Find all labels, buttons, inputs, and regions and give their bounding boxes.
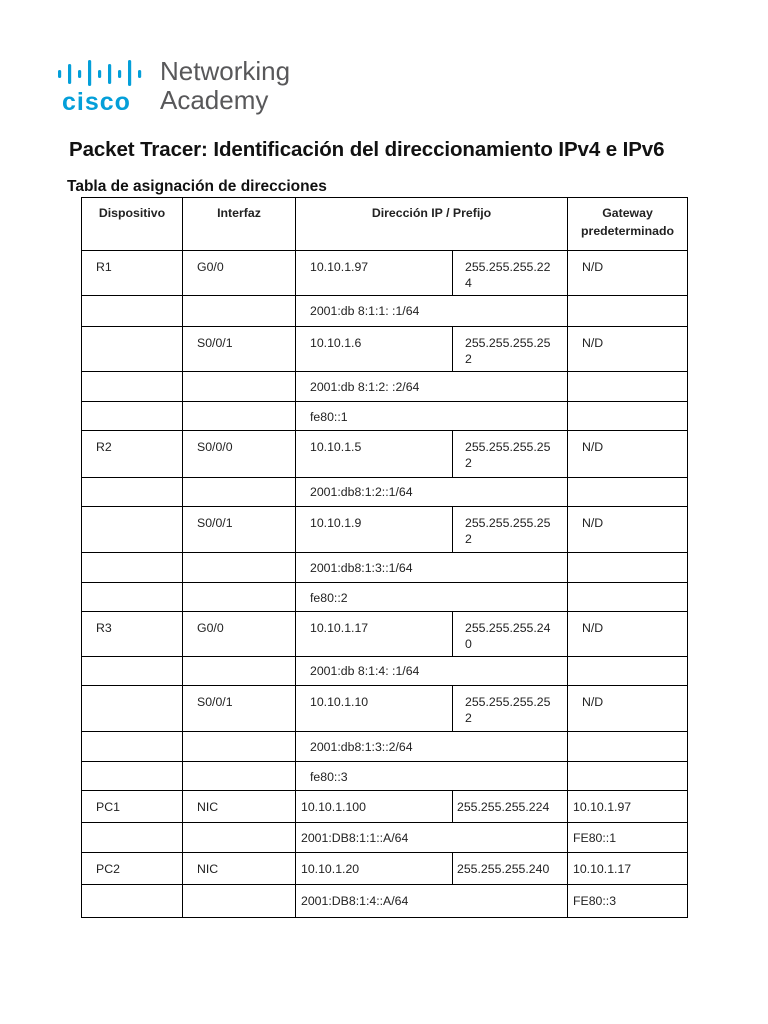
table-header-row [82, 198, 688, 251]
logo-networking: Networking [160, 56, 291, 86]
cell-device: PC1 [96, 800, 120, 814]
mask-line2: 2 [465, 456, 472, 470]
header-gateway-line2: predeterminado [581, 224, 674, 238]
table-row [82, 553, 688, 583]
cell-ip: 10.10.1.100 [301, 800, 366, 814]
table-row [82, 853, 688, 885]
mask-line1: 255.255.255.25 [465, 440, 551, 454]
cell-interface: G0/0 [197, 260, 224, 274]
table-row [82, 732, 688, 762]
cell-gateway: FE80::3 [573, 894, 617, 908]
section-title: Tabla de asignación de direcciones [67, 178, 327, 195]
table-row [82, 823, 688, 853]
cell-link-local: fe80::1 [310, 410, 348, 424]
mask-line1: 255.255.255.25 [465, 336, 551, 350]
cell-ipv6: 2001:db8:1:3::2/64 [310, 740, 413, 754]
cell-gateway: N/D [582, 440, 604, 454]
table-row [82, 251, 688, 296]
header-gateway [568, 198, 688, 251]
cisco-wordmark: cisco [62, 88, 131, 116]
cell-mask [453, 507, 567, 547]
cell-ip: 10.10.1.9 [310, 516, 362, 530]
cell-interface: NIC [197, 862, 219, 876]
table-row [82, 612, 688, 657]
cell-gateway: N/D [582, 260, 604, 274]
cell-ipv6: 2001:DB8:1:1::A/64 [301, 831, 409, 845]
cell-mask: 255.255.255.224 [457, 800, 550, 814]
mask-line2: 4 [465, 276, 472, 290]
cell-gateway: N/D [582, 516, 604, 530]
table-row [82, 478, 688, 507]
table-row [82, 372, 688, 402]
cell-interface: S0/0/1 [197, 695, 233, 709]
table-row [82, 431, 688, 478]
cell-mask: 255.255.255.240 [457, 862, 550, 876]
cell-ipv6: 2001:db8:1:2::1/64 [310, 485, 413, 499]
cell-gateway: N/D [582, 621, 604, 635]
addressing-table [81, 197, 688, 918]
cell-mask [453, 251, 567, 291]
header-address: Dirección IP / Prefijo [296, 198, 568, 251]
mask-line2: 0 [465, 637, 472, 651]
cell-gateway: FE80::1 [573, 831, 617, 845]
table-row [82, 657, 688, 686]
table-row [82, 791, 688, 823]
cell-interface: G0/0 [197, 621, 224, 635]
mask-line1: 255.255.255.25 [465, 516, 551, 530]
cell-device: R3 [96, 621, 112, 635]
cell-interface: S0/0/1 [197, 336, 233, 350]
cell-device: PC2 [96, 862, 120, 876]
header-interface: Interfaz [183, 198, 296, 251]
cell-ip: 10.10.1.20 [301, 862, 360, 876]
cell-interface: NIC [197, 800, 219, 814]
table-row [82, 327, 688, 372]
cell-mask [453, 686, 567, 726]
cell-ipv6: 2001:db8:1:3::1/64 [310, 561, 413, 575]
table-row [82, 507, 688, 553]
mask-line2: 2 [465, 711, 472, 725]
table-row [82, 686, 688, 732]
cell-gateway: N/D [582, 336, 604, 350]
cell-ipv6: 2001:db 8:1:2: :2/64 [310, 380, 420, 394]
mask-line2: 2 [465, 352, 472, 366]
cell-link-local: fe80::2 [310, 591, 348, 605]
page-title: Packet Tracer: Identificación del direccionamiento IPv4 e IPv6 [69, 138, 665, 161]
cell-ip: 10.10.1.6 [310, 336, 362, 350]
header-gateway-line1: Gateway [602, 206, 653, 220]
table-row [82, 583, 688, 612]
cell-device: R1 [96, 260, 112, 274]
cell-mask [453, 431, 567, 471]
cell-gateway: N/D [582, 695, 604, 709]
table-row [82, 885, 688, 918]
cell-interface: S0/0/1 [197, 516, 233, 530]
mask-line1: 255.255.255.24 [465, 621, 551, 635]
table-row [82, 296, 688, 327]
mask-line1: 255.255.255.25 [465, 695, 551, 709]
cell-ipv6: 2001:DB8:1:4::A/64 [301, 894, 409, 908]
table-row [82, 762, 688, 791]
cell-interface: S0/0/0 [197, 440, 233, 454]
mask-line2: 2 [465, 532, 472, 546]
cell-device: R2 [96, 440, 112, 454]
cell-mask [453, 327, 567, 367]
logo-academy: Academy [160, 85, 269, 115]
cell-ipv6: 2001:db 8:1:1: :1/64 [310, 304, 420, 318]
cell-gateway: 10.10.1.97 [573, 800, 632, 814]
cisco-logo [56, 58, 316, 118]
cell-ip: 10.10.1.97 [310, 260, 369, 274]
cell-gateway: 10.10.1.17 [573, 862, 632, 876]
cell-mask [453, 612, 567, 652]
cell-ip: 10.10.1.5 [310, 440, 362, 454]
cell-ipv6: 2001:db 8:1:4: :1/64 [310, 664, 420, 678]
table-row [82, 402, 688, 431]
header-device: Dispositivo [82, 198, 183, 251]
cell-link-local: fe80::3 [310, 770, 348, 784]
cisco-bars-icon [56, 60, 152, 86]
cell-ip: 10.10.1.10 [310, 695, 369, 709]
cell-ip: 10.10.1.17 [310, 621, 369, 635]
mask-line1: 255.255.255.22 [465, 260, 551, 274]
